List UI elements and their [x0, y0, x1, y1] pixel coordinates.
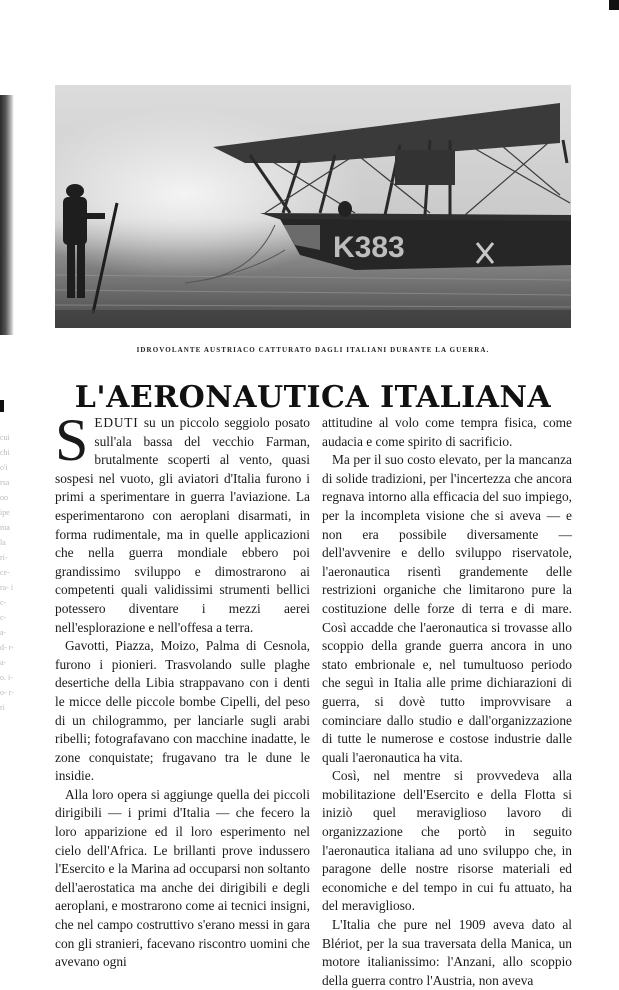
paragraph-text: su un piccolo seggiolo posato sull'ala bassa del vecchio Farman, brutalmente scoperti al vento, quasi sospesi nel vuoto, gli aviatori d'Italia furono i primi a sperimentare in guerra l'aviazione. La esperimentarono con aeroplani disarmati, in forma rudimentale, ma in quelle applicazioni che nella guerra mondiale ebbero poi grandissimo sviluppo e dimostrarono ai competenti quali validissimi strumenti bellici potessero diventare i mezzi aerei nell'esplorazione e nell'offesa a terra. [55, 415, 310, 635]
photo-caption: IDROVOLANTE AUSTRIACO CATTURATO DAGLI ITALIANI DURANTE LA GUERRA. [136, 346, 490, 354]
adjacent-page-mark [0, 400, 4, 412]
adjacent-page-bleed-text: cui chi o'i rsa oo ipe ma la ri- ce- ra- i c- c- a- d- r- a- o. i- o- r- ri [0, 433, 14, 712]
plane-marking: K383 [333, 231, 405, 264]
left-column [55, 407, 310, 972]
lead-smallcaps: EDUTI [94, 415, 139, 430]
paragraph: L'Italia che pure nel 1909 aveva dato al Blériot, per la sua traversata della Manica, un motore italianissimo: l'Anzani, allo scoppio della guerra contro l'Austria, non aveva [322, 917, 572, 988]
paragraph: Così, nel mentre si provvedeva alla mobilitazione dell'Esercito e della Flotta si iniziò quel meraviglioso lavoro di organizzazione che portò in seguito l'aeronautica italiana ad uno sviluppo che, in paragone delle nostre risorse materiali ed economiche e del tempo in cui fu attuato, ha del meraviglioso. [322, 768, 572, 914]
seaplane-illustration [55, 85, 571, 328]
article-title: L'AERONAUTICA ITALIANA [74, 380, 552, 416]
right-column [322, 414, 572, 990]
paragraph: Gavotti, Piazza, Moizo, Palma di Cesnola, furono i pionieri. Trasvolando sulle plaghe desertiche della Libia strappavano con i denti le micce delle piccole bombe Cipelli, del peso di un chilogrammo, per lanciarle sugli arabi ribelli; fotografavano con macchine inadatte, le zone conquistate; frugavano tra le dune le insidie. [55, 638, 310, 784]
page-corner-mark [609, 0, 619, 10]
seaplane-photo [55, 85, 571, 328]
paragraph [55, 407, 310, 637]
paragraph: Ma per il suo costo elevato, per la mancanza di solide tradizioni, per l'incertezza che ancora regnava intorno alla efficacia del suo impiego, per la incompleta visione che si aveva — e non era possibile diversamente — dell'avvenire e dello sviluppo riservatole, l'aeronautica risentì grandemente delle restrizioni organiche che limitarono pure la costituzione delle forze di terra e di mare. Così accadde che l'aeronautica si trovasse allo scoppio della grande guerra ancora in uno stato embrionale e, nel tumultuoso periodo che seguì in Italia alle prime dichiarazioni di guerra, si dovè tutto improvvisare a cominciare dallo studio e dall'organizzazione di tutte le numerose e costose industrie dalle quali l'aeronautica ha vita. [322, 452, 572, 765]
paragraph: Alla loro opera si aggiunge quella dei piccoli dirigibili — i primi d'Italia — che fecero la loro apparizione ed il loro esperimento nel cielo dell'Africa. Le brillanti prove indussero l'Esercito e la Marina ad occuparsi non soltanto dell'aerostatica ma anche dei dirigibili e degli aeroplani, e mostrarono come ai tecnici insigni, che nel campo costruttivo s'erano messi in gara con gli stranieri, facevano riscontro uomini che avevano ogni [55, 786, 310, 970]
adjacent-page-edge [0, 95, 14, 335]
paragraph: attitudine al volo come tempra fisica, come audacia e come spirito di sacrificio. [322, 415, 572, 449]
drop-cap: S [55, 407, 89, 473]
